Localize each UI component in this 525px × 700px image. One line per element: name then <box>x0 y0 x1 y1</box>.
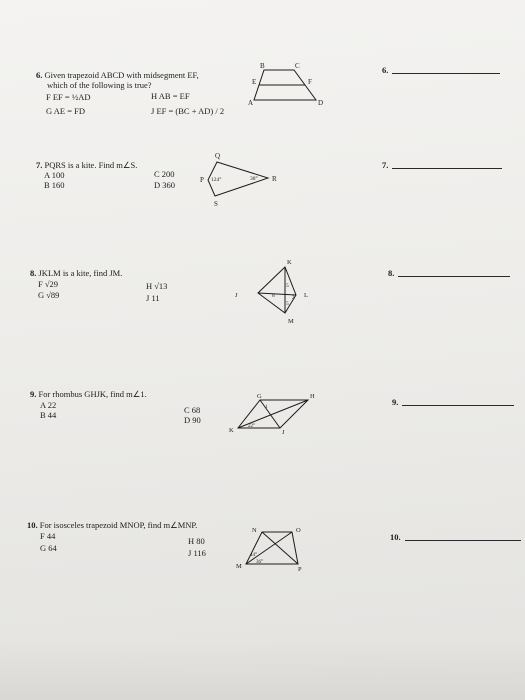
label-8: 8 <box>272 293 275 299</box>
question-number: 10. <box>27 520 38 530</box>
answer-blank-7[interactable] <box>392 168 502 169</box>
label-q: Q <box>215 152 221 160</box>
option-h: H 80 <box>188 536 205 546</box>
label-b: B <box>260 62 265 70</box>
question-stem: For rhombus GHJK, find m∠1. <box>38 389 147 399</box>
label-e: E <box>252 78 257 86</box>
option-b: B 160 <box>44 180 65 190</box>
option-f: F EF = ½AD <box>46 92 91 102</box>
option-g: G AE = FD <box>46 106 86 116</box>
label-n: N <box>252 527 257 534</box>
answer-blank-6[interactable] <box>392 73 500 74</box>
label-angle-38: 38° <box>250 176 258 182</box>
question-number: 8. <box>30 268 37 278</box>
label-angle-22: 22° <box>248 424 255 429</box>
question-number: 9. <box>30 389 37 399</box>
option-g: G 64 <box>40 543 57 553</box>
label-m: M <box>288 318 294 325</box>
answer-blank-8[interactable] <box>398 276 510 277</box>
answer-number-7: 7. <box>382 160 389 170</box>
label-j: J <box>235 292 238 299</box>
option-f: F 44 <box>40 531 56 541</box>
option-a: A 100 <box>44 170 65 180</box>
option-g: G √89 <box>38 290 60 300</box>
label-c: C <box>295 62 300 70</box>
label-h: H <box>310 393 315 400</box>
label-k: K <box>229 427 234 434</box>
page-shadow <box>0 640 525 700</box>
question-stem: Given trapezoid ABCD with midsegment EF, <box>44 70 199 80</box>
question-stem: For isosceles trapezoid MNOP, find m∠MNP. <box>39 520 198 530</box>
option-j: J EF = (BC + AD) / 2 <box>151 106 225 116</box>
question-stem: PQRS is a kite. Find m∠S. <box>44 160 138 170</box>
label-2: 2 <box>292 296 295 301</box>
question-stem-line2: which of the following is true? <box>47 80 152 90</box>
question-8 <box>30 268 230 278</box>
answer-blank-10[interactable] <box>405 540 521 541</box>
label-o: O <box>296 527 301 534</box>
label-angle-124: 124° <box>211 177 222 183</box>
label-a: A <box>248 99 254 107</box>
question-stem: JKLM is a kite, find JM. <box>38 268 123 278</box>
label-angle-36: 36° <box>256 560 263 565</box>
label-d: D <box>318 99 324 107</box>
label-j: J <box>282 429 285 436</box>
option-f: F √29 <box>38 279 59 289</box>
answer-number-6: 6. <box>382 65 389 75</box>
option-j: J 116 <box>188 548 206 558</box>
label-r: R <box>272 175 277 183</box>
option-c: C 200 <box>154 169 175 179</box>
answer-number-9: 9. <box>392 397 399 407</box>
question-number: 6. <box>36 70 43 80</box>
answer-number-8: 8. <box>388 268 395 278</box>
kite-jklm-figure <box>230 255 320 330</box>
answer-blank-9[interactable] <box>402 405 514 406</box>
label-angle-1: 1 <box>265 405 268 410</box>
label-angle-44: 44° <box>250 553 257 558</box>
label-5-top: 5 <box>286 283 289 289</box>
option-c: C 68 <box>184 405 201 415</box>
option-h: H √13 <box>146 281 168 291</box>
label-l: L <box>304 292 308 299</box>
option-h: H AB = EF <box>151 91 190 101</box>
option-j: J 11 <box>146 293 160 303</box>
option-b: B 44 <box>40 410 57 420</box>
label-g: G <box>257 393 262 400</box>
answer-number-10: 10. <box>390 532 401 542</box>
label-m: M <box>236 563 242 570</box>
isosceles-trapezoid-figure <box>232 520 322 580</box>
label-f: F <box>308 78 312 86</box>
label-p: P <box>298 566 302 573</box>
option-a: A 22 <box>40 400 57 410</box>
question-10 <box>27 520 257 530</box>
label-k: K <box>287 259 292 266</box>
label-5-bottom: 5 <box>286 301 289 307</box>
question-9 <box>30 389 230 399</box>
question-number: 7. <box>36 160 43 170</box>
kite-pqrs-figure <box>200 150 290 210</box>
label-s: S <box>214 200 218 208</box>
option-d: D 360 <box>154 180 176 190</box>
rhombus-figure <box>226 390 326 440</box>
question-6 <box>36 70 236 90</box>
trapezoid-figure <box>248 60 328 110</box>
option-d: D 90 <box>184 415 201 425</box>
label-p: P <box>200 176 204 184</box>
